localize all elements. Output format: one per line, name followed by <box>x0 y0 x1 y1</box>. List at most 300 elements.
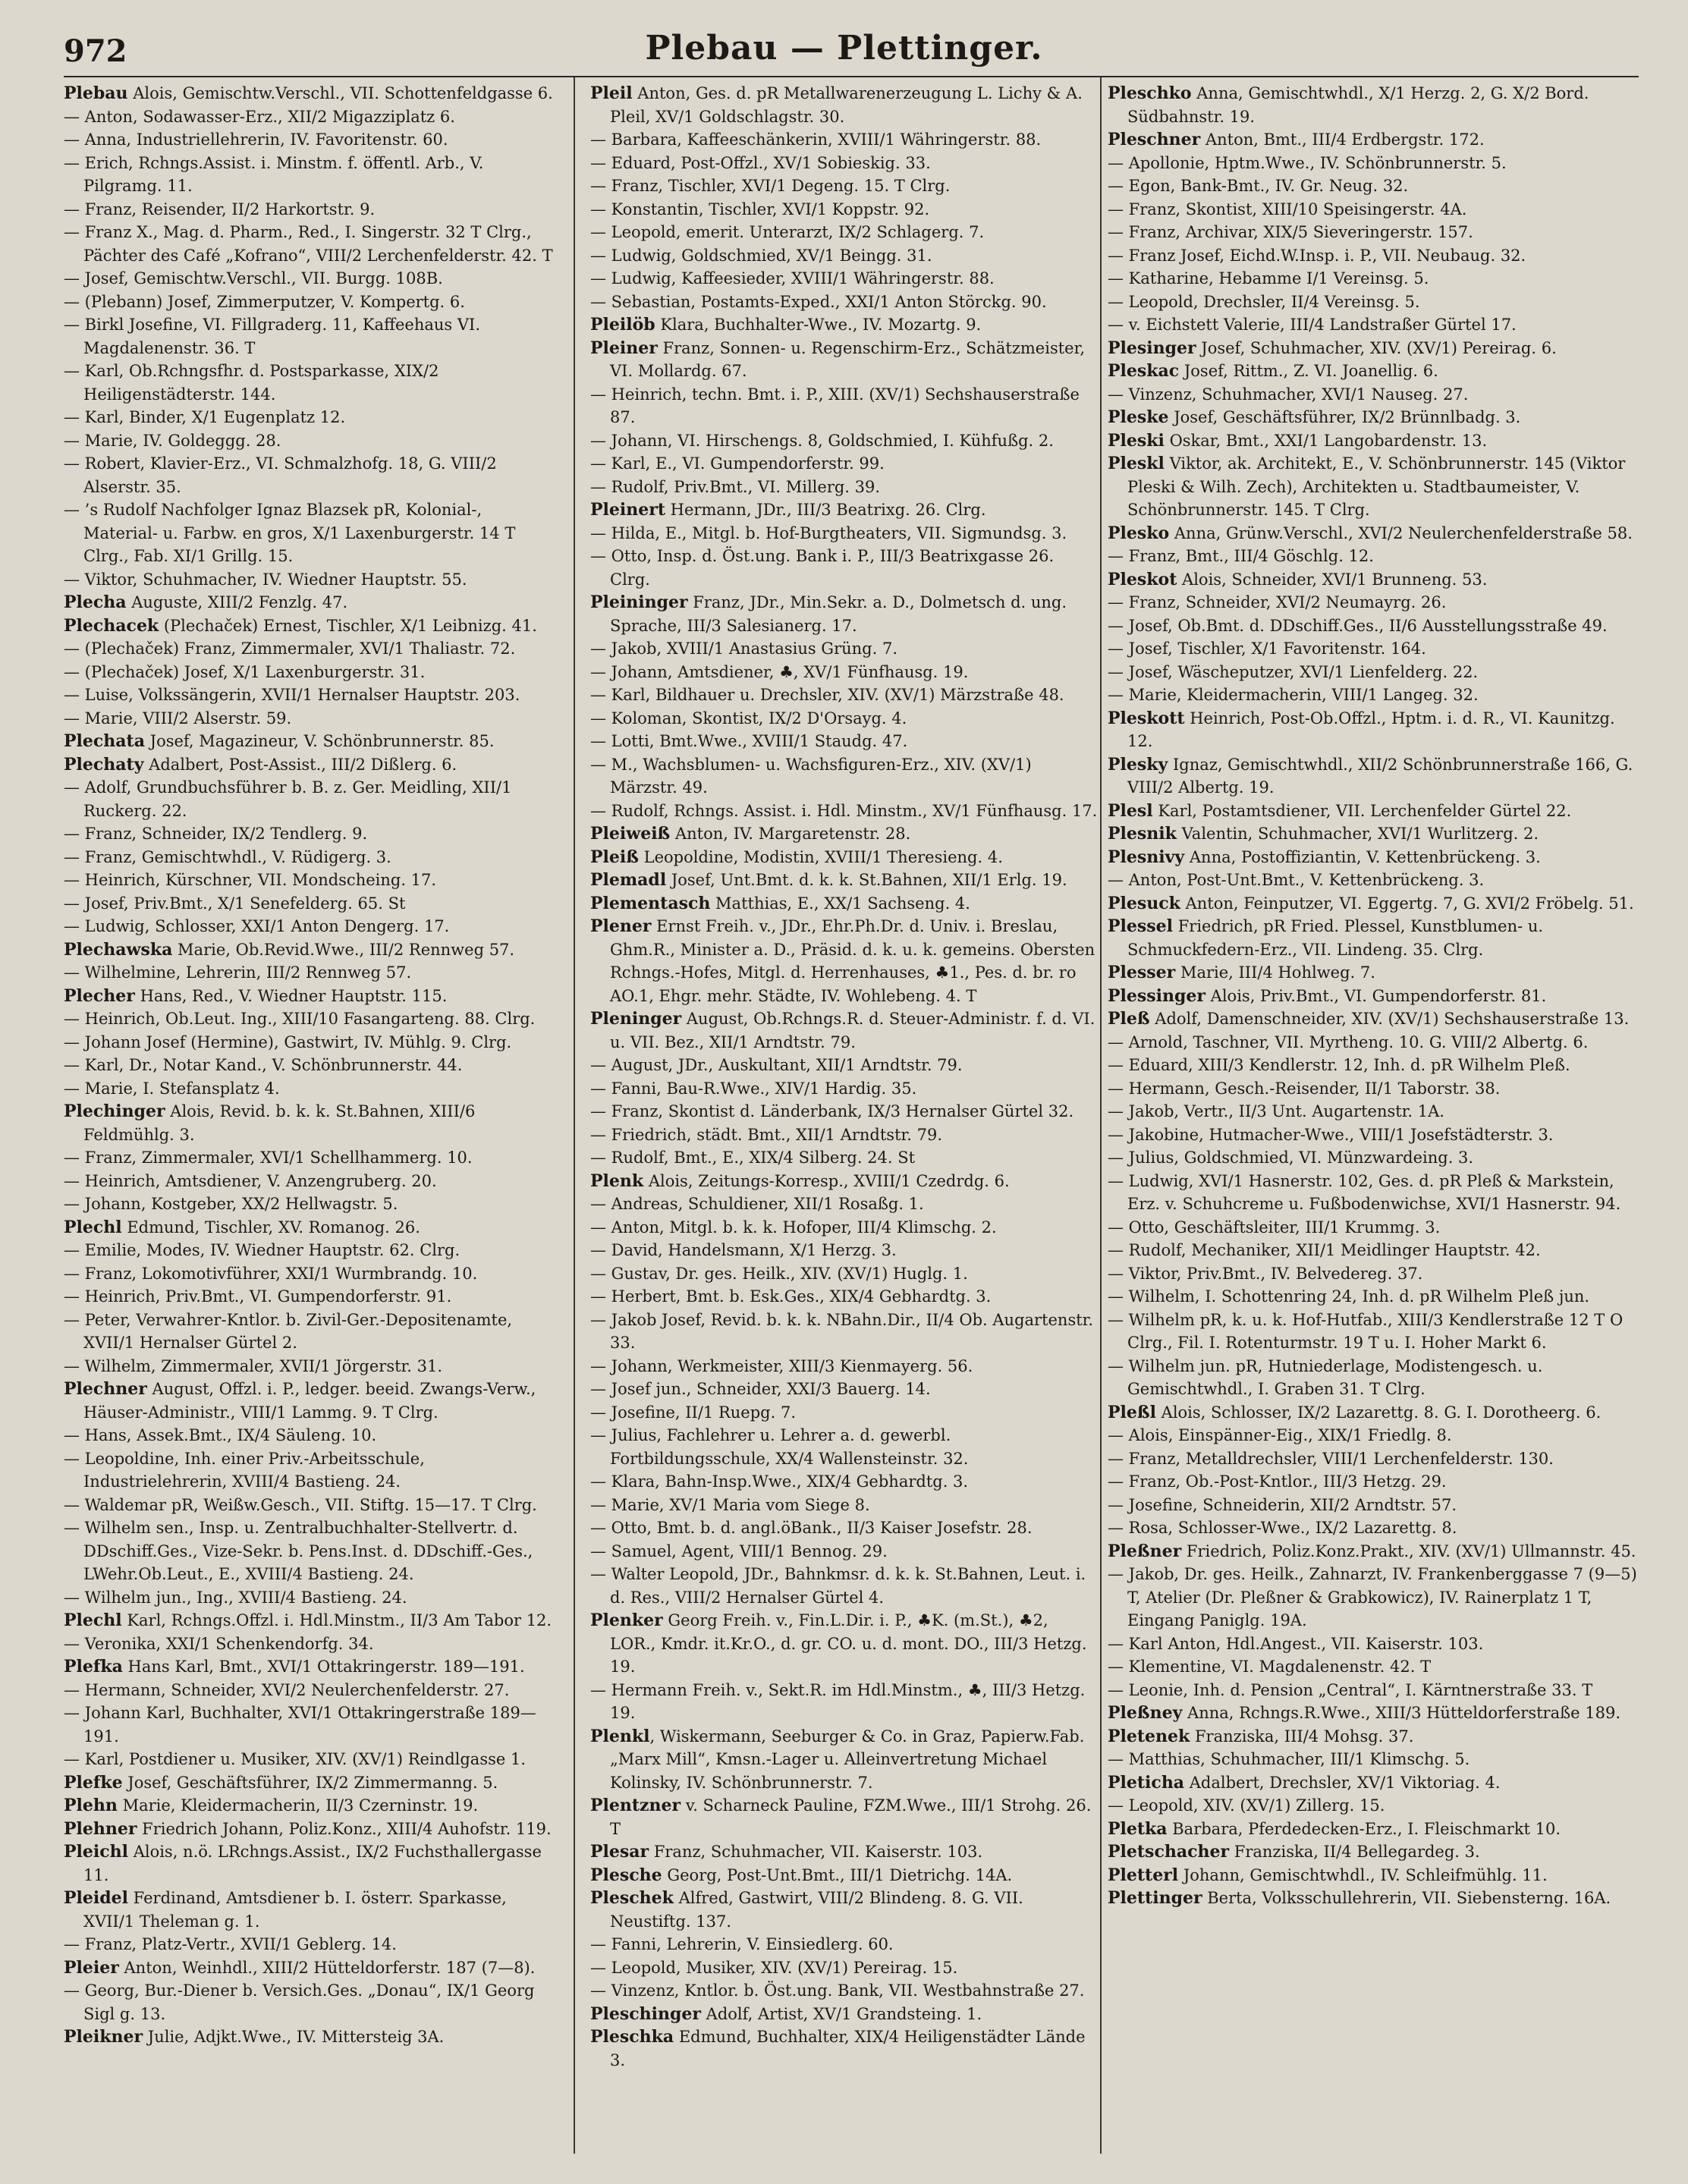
entry-text: — Barbara, Kaffeeschänkerin, XVIII/1 Währingerstr. 88. <box>590 130 1042 149</box>
entry-text: — Rosa, Schlosser-Wwe., IX/2 Lazarettg. 8. <box>1108 1519 1457 1537</box>
directory-entry <box>64 614 557 638</box>
entry-surname: Pleschko <box>1108 83 1192 103</box>
entry-text: — Karl, Postdiener u. Musiker, XIV. (XV/1) Reindlgasse 1. <box>64 1750 527 1768</box>
entry-surname: Pleil <box>590 83 633 103</box>
entry-text: — Leopold, Drechsler, II/4 Vereinsg. 5. <box>1108 292 1420 311</box>
entry-text: — (Plechaček) Josef, X/1 Laxenburgerstr. 31. <box>64 662 426 681</box>
entry-text: , Wiskermann, Seeburger & Co. in Graz, Papierw.Fab. „Marx Mill“, Kmsn.-Lager u. Alleinvertretung Michael Kolinsky, IV. Schönbrunnerstr. 7. <box>610 1727 1085 1792</box>
entry-text: — Franz, Gemischtwhdl., V. Rüdigerg. 3. <box>64 847 391 866</box>
directory-entry <box>64 105 557 129</box>
directory-entry <box>1108 753 1639 800</box>
directory-entry <box>1108 1679 1639 1702</box>
entry-surname: Pleski <box>1108 430 1165 451</box>
directory-entry <box>590 1170 1099 1193</box>
directory-entry <box>590 244 1099 268</box>
entry-surname: Plechawska <box>64 939 173 960</box>
directory-entry <box>64 1262 557 1286</box>
directory-entry <box>1108 637 1639 661</box>
directory-entry <box>1108 1887 1639 1910</box>
entry-surname: Pleiner <box>590 338 658 358</box>
entry-text: Ernst Freih. v., JDr., Ehr.Ph.Dr. d. Univ. i. Breslau, Ghm.R., Minister a. D., Präsid. d. k. u. k. gemeins. Obersten Rchngs.-Hofes, Mitgl. d. Herrenhauses, ♣1., Pes. d. br. ro AO.1, Ehgr. mehr. Städte, IV. Wohlebeng. 4. T <box>610 917 1095 1005</box>
entry-text: — Karl, Dr., Notar Kand., V. Schönbrunnerstr. 44. <box>64 1056 463 1074</box>
directory-entry <box>1108 1146 1639 1170</box>
directory-entry <box>64 82 557 105</box>
entry-surname: Pleskl <box>1108 454 1165 473</box>
directory-entry <box>1108 1077 1639 1101</box>
entry-text: — Klementine, VI. Magdalenenstr. 42. T <box>1108 1658 1432 1676</box>
entry-surname: Plefka <box>64 1657 123 1676</box>
directory-entry <box>64 1054 557 1077</box>
directory-entry <box>590 800 1099 823</box>
entry-text: — Andreas, Schuldiener, XII/1 Rosaßg. 1. <box>590 1195 924 1213</box>
entry-text: — Leopold, XIV. (XV/1) Zillerg. 15. <box>1108 1796 1385 1815</box>
directory-entry <box>1108 267 1639 291</box>
directory-entry <box>64 1679 557 1702</box>
entry-text: Friedrich, pR Fried. Plessel, Kunstblumen- u. Schmuckfedern-Erz., VII. Lindeng. 35. Clrg. <box>1127 917 1544 959</box>
directory-entry <box>590 1285 1099 1309</box>
directory-entry <box>590 1239 1099 1262</box>
directory-entry <box>590 661 1099 684</box>
entry-text: Josef, Magazineur, V. Schönbrunnerstr. 85. <box>144 732 495 750</box>
entry-text: — Franz, Reisender, II/2 Harkortstr. 9. <box>64 200 376 218</box>
entry-text: Franz, Schuhmacher, VII. Kaiserstr. 103. <box>649 1843 983 1861</box>
entry-surname: Plemadl <box>590 870 667 890</box>
directory-entry <box>590 1100 1099 1123</box>
entry-text: Anna, Gemischtwhdl., X/1 Herzg. 2, G. X/2 Bord. Südbahnstr. 19. <box>1127 84 1589 126</box>
directory-entry <box>1108 1100 1639 1123</box>
directory-entry <box>590 591 1099 637</box>
directory-entry <box>64 637 557 661</box>
entry-text: Anton, Feinputzer, VI. Eggertg. 7, G. XVI/2 Fröbelg. 51. <box>1180 894 1634 913</box>
directory-entry <box>1108 1494 1639 1517</box>
entry-text: Georg, Post-Unt.Bmt., III/1 Dietrichg. 14A. <box>662 1865 1013 1884</box>
directory-entry <box>1108 661 1639 684</box>
directory-entry <box>64 730 557 753</box>
directory-entry <box>64 822 557 846</box>
entry-text: — Hermann, Gesch.-Reisender, II/1 Taborstr. 38. <box>1108 1079 1501 1098</box>
entry-text: — August, JDr., Auskultant, XII/1 Arndtstr. 79. <box>590 1056 963 1074</box>
directory-entry <box>1108 1563 1639 1633</box>
directory-entry <box>64 221 557 267</box>
entry-text: Josef, Geschäftsführer, IX/2 Zimmermanng. 5. <box>122 1773 498 1792</box>
entry-text: — Ludwig, Kaffeesieder, XVIII/1 Währingerstr. 88. <box>590 269 995 288</box>
directory-entry <box>590 1494 1099 1517</box>
entry-text: Josef, Rittm., Z. VI. Joanellig. 6. <box>1179 362 1438 380</box>
entry-text: — Karl, Ob.Rchngsfhr. d. Postsparkasse, XIX/2 Heiligenstädterstr. 144. <box>64 362 439 404</box>
entry-text: — David, Handelsmann, X/1 Herzg. 3. <box>590 1241 897 1259</box>
entry-text: — Walter Leopold, JDr., Bahnkmsr. d. k. k. St.Bahnen, Leut. i. d. Res., VIII/2 Hernalser Gürtel 4. <box>590 1565 1086 1607</box>
entry-surname: Plettinger <box>1108 1888 1202 1908</box>
directory-entry <box>1108 1031 1639 1054</box>
entry-text: — Veronika, XXI/1 Schenkendorfg. 34. <box>64 1634 374 1653</box>
directory-entry <box>64 1378 557 1424</box>
entry-surname: Plenker <box>590 1611 663 1630</box>
entry-surname: Plechacek <box>64 615 159 636</box>
entry-surname: Plehner <box>64 1818 137 1839</box>
entry-text: Leopoldine, Modistin, XVIII/1 Theresieng. 4. <box>638 847 1003 866</box>
entry-text: — Otto, Bmt. b. d. angl.öBank., II/3 Kaiser Josefstr. 28. <box>590 1519 1033 1537</box>
entry-text: — Julius, Goldschmied, VI. Münzwardeing. 3. <box>1108 1149 1474 1167</box>
entry-text: — Franz, Skontist, XIII/10 Speisingerstr. 4A. <box>1108 200 1467 218</box>
directory-entry <box>1108 1470 1639 1494</box>
entry-text: — Franz, Archivar, XIX/5 Sieveringerstr. 157. <box>1108 223 1473 241</box>
entry-text: Josef, Geschäftsführer, IX/2 Brünnlbadg. 3. <box>1168 408 1521 426</box>
entry-text: Alois, Priv.Bmt., VI. Gumpendorferstr. 81. <box>1205 986 1547 1005</box>
directory-entry <box>64 406 557 429</box>
directory-entry <box>1108 313 1639 337</box>
entry-surname: Plesky <box>1108 754 1168 775</box>
entry-text: — Wilhelm jun. pR, Hutniederlage, Modistengesch. u. Gemischtwhdl., I. Graben 31. T Clrg. <box>1108 1356 1543 1398</box>
directory-entry <box>1108 244 1639 268</box>
directory-entry <box>590 1077 1099 1101</box>
directory-entry <box>1108 1401 1639 1425</box>
directory-entry <box>590 846 1099 869</box>
entry-text: Julie, Adjkt.Wwe., IV. Mittersteig 3A. <box>143 2028 445 2046</box>
entry-text: — Franz, Zimmermaler, XVI/1 Schellhammerg. 10. <box>64 1149 473 1167</box>
directory-entry <box>1108 337 1639 360</box>
directory-entry <box>1108 522 1639 545</box>
directory-entry <box>64 1424 557 1447</box>
directory-entry <box>64 1840 557 1887</box>
entry-surname: Pleidel <box>64 1888 128 1908</box>
entry-surname: Pleiweiß <box>590 824 671 844</box>
entry-text: Berta, Volksschullehrerin, VII. Siebensterng. 16A. <box>1202 1889 1611 1907</box>
entry-surname: Plebau <box>64 83 128 103</box>
entry-text: — Johann, VI. Hirschengs. 8, Goldschmied, I. Kühfußg. 2. <box>590 431 1054 450</box>
entry-surname: Plechl <box>64 1217 122 1237</box>
directory-entry <box>590 291 1099 314</box>
entry-text: — Emilie, Modes, IV. Wiedner Hauptstr. 62. Clrg. <box>64 1241 461 1259</box>
entry-surname: Plechinger <box>64 1101 165 1121</box>
entry-text: — Heinrich, Priv.Bmt., VI. Gumpendorferstr. 91. <box>64 1287 452 1306</box>
directory-entry <box>64 869 557 892</box>
entry-text: — Lotti, Bmt.Wwe., XVIII/1 Staudg. 47. <box>590 732 908 750</box>
entry-text: — Rudolf, Rchngs. Assist. i. Hdl. Minstm., XV/1 Fünfhausg. 17. <box>590 801 1098 820</box>
entry-surname: Pleskac <box>1108 361 1180 381</box>
entry-text: — Otto, Insp. d. Öst.ung. Bank i. P., III/3 Beatrixgasse 26. Clrg. <box>590 547 1055 589</box>
entry-text: Karl, Rchngs.Offzl. i. Hdl.Minstm., II/3 Am Tabor 12. <box>121 1611 552 1629</box>
directory-entry <box>1108 869 1639 892</box>
directory-entry <box>590 82 1099 128</box>
directory-entry <box>1108 1216 1639 1240</box>
entry-text: — Apollonie, Hptm.Wwe., IV. Schönbrunnerstr. 5. <box>1108 153 1507 172</box>
entry-text: — Peter, Verwahrer-Kntlor. b. Zivil-Ger.-Depositenamte, XVII/1 Hernalser Gürtel 2. <box>64 1310 513 1352</box>
entry-surname: Plenkl <box>590 1726 650 1746</box>
entry-text: Georg Freih. v., Fin.L.Dir. i. P., ♣K. (m.St.), ♣2, LOR., Kmdr. it.Kr.O., d. gr. CO. u. d. mont. DO., III/3 Hetzg. 19. <box>610 1611 1087 1676</box>
entry-text: — Eduard, Post-Offzl., XV/1 Sobieskig. 33. <box>590 153 931 172</box>
directory-entry <box>64 1285 557 1309</box>
directory-entry <box>1108 1655 1639 1679</box>
entry-surname: Pleßner <box>1108 1541 1182 1561</box>
directory-entry <box>64 1516 557 1586</box>
directory-entry <box>1108 591 1639 614</box>
entry-text: — Jakob Josef, Revid. b. k. k. NBahn.Dir., II/4 Ob. Augartenstr. 33. <box>590 1310 1094 1352</box>
directory-entry <box>590 1563 1099 1609</box>
entry-text: — Hans, Assek.Bmt., IX/4 Säuleng. 10. <box>64 1426 377 1444</box>
entry-text: — Josef, Tischler, X/1 Favoritenstr. 164. <box>1108 639 1426 658</box>
entry-text: Viktor, ak. Architekt, E., V. Schönbrunnerstr. 145 (Viktor Pleski & Wilh. Zech), Architekten u. Stadtbaumeister, V. Schönbrunnerstr. 145. T Clrg. <box>1127 454 1626 519</box>
entry-text: Valentin, Schuhmacher, XVI/1 Wurlitzerg. 2. <box>1176 825 1539 843</box>
entry-text: Klara, Buchhalter-Wwe., IV. Mozartg. 9. <box>655 316 982 334</box>
directory-entry <box>1108 1725 1639 1749</box>
entry-text: Alois, Zeitungs-Korresp., XVIII/1 Czedrdg. 6. <box>643 1171 1010 1190</box>
entry-text: — Hilda, E., Mitgl. b. Hof-Burgtheaters, VII. Sigmundsg. 3. <box>590 523 1067 542</box>
entry-surname: Pleschner <box>1108 130 1201 149</box>
entry-text: — Franz, Lokomotivführer, XXI/1 Wurmbrandg. 10. <box>64 1264 478 1283</box>
directory-entry <box>1108 1424 1639 1447</box>
entry-text: — Franz, Skontist d. Länderbank, IX/3 Hernalser Gürtel 32. <box>590 1102 1074 1120</box>
directory-entry <box>590 2025 1099 2072</box>
entry-surname: Plechner <box>64 1379 147 1399</box>
directory-entry <box>590 498 1099 522</box>
entry-text: Adalbert, Post-Assist., III/2 Dißlerg. 6. <box>143 755 457 774</box>
entry-text: — Karl, Bildhauer u. Drechsler, XIV. (XV/1) Märzstraße 48. <box>590 686 1064 704</box>
entry-text: — Heinrich, Amtsdiener, V. Anzengruberg. 20. <box>64 1171 437 1190</box>
entry-text: — Wilhelm, Zimmermaler, XVII/1 Jörgerstr. 31. <box>64 1356 443 1375</box>
entry-text: — Josef, Wäscheputzer, XVI/1 Lienfelderg. 22. <box>1108 662 1479 681</box>
directory-entry <box>1108 291 1639 314</box>
entry-surname: Plessinger <box>1108 985 1205 1006</box>
directory-entry <box>590 2003 1099 2026</box>
column-divider <box>574 77 575 2154</box>
directory-entry <box>64 985 557 1008</box>
entry-text: — Viktor, Priv.Bmt., IV. Belvedereg. 37. <box>1108 1264 1423 1283</box>
entry-surname: Pleninger <box>590 1009 682 1029</box>
entry-text: Anton, Weinhdl., XIII/2 Hütteldorferstr. 187 (7—8). <box>118 1958 536 1977</box>
entry-text: — Johann, Werkmeister, XIII/3 Kienmayerg. 56. <box>590 1356 973 1375</box>
column-2 <box>590 82 1099 2154</box>
directory-entry <box>590 1123 1099 1147</box>
directory-entry <box>1108 683 1639 707</box>
directory-entry <box>64 1170 557 1193</box>
directory-entry <box>64 683 557 707</box>
entry-text: — Franz, Tischler, XVI/1 Degeng. 15. T Clrg. <box>590 177 951 195</box>
entry-text: — Anton, Post-Unt.Bmt., V. Kettenbrückeng. 3. <box>1108 871 1485 889</box>
directory-entry <box>1108 892 1639 916</box>
entry-surname: Plechaty <box>64 754 144 775</box>
entry-text: Adolf, Artist, XV/1 Grandsteing. 1. <box>701 2004 982 2023</box>
entry-text: Karl, Postamtsdiener, VII. Lerchenfelder Gürtel 22. <box>1152 801 1572 820</box>
entry-text: — (Plebann) Josef, Zimmerputzer, V. Kompertg. 6. <box>64 292 465 311</box>
entry-text: — Hermann, Schneider, XVI/2 Neulerchenfelderstr. 27. <box>64 1680 510 1699</box>
entry-text: — Leonie, Inh. d. Pension „Central“, I. Kärntnerstraße 33. T <box>1108 1680 1593 1699</box>
directory-entry <box>64 892 557 916</box>
entry-surname: Pletka <box>1108 1818 1168 1839</box>
entry-text: — Johann, Amtsdiener, ♣, XV/1 Fünfhausg. 19. <box>590 662 969 681</box>
directory-entry <box>64 498 557 568</box>
entry-text: Josef, Unt.Bmt. d. k. k. St.Bahnen, XII/1 Erlg. 19. <box>666 871 1067 889</box>
directory-entry <box>1108 1748 1639 1771</box>
entry-text: — Viktor, Schuhmacher, IV. Wiedner Hauptstr. 55. <box>64 570 467 589</box>
entry-text: (Plechaček) Ernest, Tischler, X/1 Leibnizg. 41. <box>159 616 537 635</box>
directory-entry <box>64 267 557 291</box>
header-rule <box>64 76 1639 77</box>
directory-entry <box>590 1309 1099 1355</box>
directory-entry <box>590 1679 1099 1725</box>
entry-text: — Marie, XV/1 Maria vom Siege 8. <box>590 1495 870 1514</box>
entry-surname: Pleskot <box>1108 569 1177 589</box>
entry-text: — Vinzenz, Schuhmacher, XVI/1 Nauseg. 27. <box>1108 385 1469 404</box>
directory-entry <box>64 1216 557 1240</box>
entry-surname: Plementasch <box>590 893 711 913</box>
entry-text: Franz, Sonnen- u. Regenschirm-Erz., Schätzmeister, VI. Mollardg. 67. <box>610 338 1085 380</box>
directory-entry <box>590 753 1099 800</box>
directory-entry <box>64 1956 557 1980</box>
entry-text: — Josefine, Schneiderin, XII/2 Arndtstr. 57. <box>1108 1495 1457 1514</box>
entry-surname: Plechata <box>64 731 145 751</box>
directory-entry <box>1108 1702 1639 1725</box>
entry-text: Hermann, JDr., III/3 Beatrixg. 26. Clrg. <box>665 501 986 519</box>
entry-text: — (Plechaček) Franz, Zimmermaler, XVI/1 Thaliastr. 72. <box>64 639 516 658</box>
directory-entry <box>64 1818 557 1841</box>
entry-text: — Ludwig, XVI/1 Hasnerstr. 102, Ges. d. pR Pleß & Markstein, Erz. v. Schuhcreme u. Fußbodenwichse, XVI/1 Hasnerstr. 94. <box>1108 1171 1621 1213</box>
directory-entry <box>64 1748 557 1771</box>
entry-text: — Koloman, Skontist, IX/2 D'Orsayg. 4. <box>590 709 907 727</box>
entry-text: — Eduard, XIII/3 Kendlerstr. 12, Inh. d. pR Wilhelm Pleß. <box>1108 1056 1570 1074</box>
directory-entry <box>1108 1309 1639 1355</box>
directory-entry <box>64 1193 557 1216</box>
entry-text: Hans Karl, Bmt., XVI/1 Ottakringerstr. 189—191. <box>122 1658 525 1676</box>
entry-text: — Franz Josef, Eichd.W.Insp. i. P., VII. Neubaug. 32. <box>1108 246 1526 265</box>
directory-entry <box>590 892 1099 916</box>
entry-surname: Pleßl <box>1108 1402 1156 1422</box>
directory-entry <box>64 1077 557 1101</box>
directory-entry <box>64 2025 557 2049</box>
directory-entry <box>1108 1262 1639 1286</box>
entry-surname: Plecher <box>64 985 135 1006</box>
entry-text: — Josef jun., Schneider, XXI/3 Bauerg. 14. <box>590 1380 931 1398</box>
entry-text: — Wilhelm, I. Schottenring 24, Inh. d. pR Wilhelm Pleß jun. <box>1108 1287 1590 1306</box>
entry-text: — Franz, Schneider, XVI/2 Neumayrg. 26. <box>1108 593 1447 611</box>
directory-entry <box>590 337 1099 383</box>
entry-text: — Wilhelm jun., Ing., XVIII/4 Bastieng. 24. <box>64 1588 407 1607</box>
entry-surname: Plesar <box>590 1842 649 1862</box>
directory-entry <box>64 961 557 985</box>
entry-text: Auguste, XIII/2 Fenzlg. 47. <box>126 593 348 611</box>
entry-text: — Konstantin, Tischler, XVI/1 Koppstr. 92. <box>590 200 930 218</box>
directory-entry <box>1108 985 1639 1008</box>
directory-entry <box>64 1702 557 1748</box>
entry-text: Anna, Postoffiziantin, V. Kettenbrückeng. 3. <box>1184 847 1541 866</box>
entry-text: — Franz, Platz-Vertr., XVII/1 Geblerg. 14. <box>64 1935 397 1953</box>
entry-text: Anton, Bmt., III/4 Erdbergstr. 172. <box>1200 130 1485 149</box>
entry-surname: Pletschacher <box>1108 1842 1230 1862</box>
directory-entry <box>1108 1285 1639 1309</box>
entry-text: Oskar, Bmt., XXI/1 Langobardenstr. 13. <box>1164 431 1488 450</box>
directory-entry <box>1108 961 1639 985</box>
entry-text: — Julius, Fachlehrer u. Lehrer a. d. gewerbl. Fortbildungsschule, XX/4 Wallensteinstr. 32. <box>590 1426 969 1468</box>
entry-text: — Fanni, Lehrerin, V. Einsiedlerg. 60. <box>590 1935 894 1953</box>
entry-text: Anna, Grünw.Verschl., XVI/2 Neulerchenfelderstraße 58. <box>1169 523 1633 542</box>
directory-entry <box>64 1979 557 2025</box>
entry-surname: Plesche <box>590 1865 662 1885</box>
entry-surname: Plesuck <box>1108 893 1180 913</box>
directory-entry <box>590 1355 1099 1378</box>
directory-entry <box>1108 1818 1639 1841</box>
directory-entry <box>1108 82 1639 128</box>
entry-text: Marie, III/4 Hohlweg. 7. <box>1175 963 1375 982</box>
directory-entry <box>64 776 557 822</box>
directory-entry <box>64 1494 557 1517</box>
entry-text: Anton, IV. Margaretenstr. 28. <box>670 825 911 843</box>
entry-text: — Marie, Kleidermacherin, VIII/1 Langeg. 32. <box>1108 686 1479 704</box>
entry-text: — Luise, Volkssängerin, XVII/1 Hernalser Hauptstr. 203. <box>64 686 520 704</box>
directory-entry <box>590 637 1099 661</box>
entry-text: Franziska, III/4 Mohsg. 37. <box>1190 1727 1414 1746</box>
entry-surname: Plentzner <box>590 1796 681 1815</box>
entry-text: — Adolf, Grundbuchsführer b. B. z. Ger. Meidling, XII/1 Ruckerg. 22. <box>64 778 512 820</box>
directory-entry <box>1108 1054 1639 1077</box>
directory-entry <box>1108 1540 1639 1563</box>
directory-entry <box>590 1609 1099 1679</box>
column-1 <box>64 82 557 2154</box>
directory-entry <box>1108 915 1639 961</box>
entry-text: — Alois, Einspänner-Eig., XIX/1 Friedlg. 8. <box>1108 1426 1452 1444</box>
entry-surname: Pleiß <box>590 847 639 867</box>
directory-entry <box>590 545 1099 591</box>
directory-entry <box>64 1655 557 1679</box>
directory-entry <box>64 1633 557 1656</box>
directory-entry <box>1108 429 1639 453</box>
entry-text: — Ludwig, Goldschmied, XV/1 Beingg. 31. <box>590 246 932 265</box>
directory-entry <box>1108 1633 1639 1656</box>
entry-text: — Rudolf, Mechaniker, XII/1 Meidlinger Hauptstr. 42. <box>1108 1241 1541 1259</box>
entry-text: — Wilhelm pR, k. u. k. Hof-Hutfab., XIII/3 Kendlerstraße 12 T O Clrg., Fil. I. Rotenturmstr. 19 T u. I. Hoher Markt 6. <box>1108 1310 1624 1352</box>
entry-text: — Klara, Bahn-Insp.Wwe., XIX/4 Gebhardtg. 3. <box>590 1472 969 1491</box>
entry-text: Franziska, II/4 Bellegardeg. 3. <box>1229 1843 1480 1861</box>
entry-text: August, Ob.Rchngs.R. d. Steuer-Administr. f. d. VI. u. VII. Bez., XII/1 Arndtstr. 79. <box>610 1010 1095 1051</box>
directory-entry <box>1108 1123 1639 1147</box>
entry-text: Hans, Red., V. Wiedner Hauptstr. 115. <box>134 986 448 1005</box>
directory-entry <box>590 1516 1099 1540</box>
entry-text: — Franz, Schneider, IX/2 Tendlerg. 9. <box>64 825 368 843</box>
directory-entry <box>1108 1840 1639 1864</box>
column-3 <box>1108 82 1639 2154</box>
directory-entry <box>590 198 1099 222</box>
directory-entry <box>1108 1864 1639 1887</box>
entry-text: Alfred, Gastwirt, VIII/2 Blindeng. 8. G. VII. Neustiftg. 137. <box>610 1889 1023 1931</box>
directory-entry <box>1108 1447 1639 1471</box>
entry-text: — Rudolf, Priv.Bmt., VI. Millerg. 39. <box>590 477 881 496</box>
entry-text: — Josef, Gemischtw.Verschl., VII. Burgg. 108B. <box>64 269 443 288</box>
entry-text: — Josefine, II/1 Ruepg. 7. <box>590 1403 796 1422</box>
directory-entry <box>590 822 1099 846</box>
entry-text: Anton, Ges. d. pR Metallwarenerzeugung L. Lichy & A. Pleil, XV/1 Goldschlagstr. 30. <box>610 84 1083 126</box>
directory-entry <box>1108 1794 1639 1818</box>
entry-text: Ferdinand, Amtsdiener b. I. österr. Sparkasse, XVII/1 Theleman g. 1. <box>83 1889 507 1931</box>
entry-text: — Erich, Rchngs.Assist. i. Minstm. f. öffentl. Arb., V. Pilgramg. 11. <box>64 153 484 195</box>
directory-entry <box>1108 822 1639 846</box>
directory-entry <box>64 429 557 453</box>
directory-entry <box>590 1540 1099 1563</box>
entry-surname: Plesl <box>1108 800 1153 821</box>
directory-entry <box>1108 568 1639 592</box>
entry-surname: Pletterl <box>1108 1865 1179 1885</box>
directory-entry <box>590 221 1099 244</box>
entry-text: v. Scharneck Pauline, FZM.Wwe., III/1 Strohg. 26. T <box>610 1796 1092 1838</box>
entry-text: Edmund, Tischler, XV. Romanog. 26. <box>121 1218 420 1237</box>
entry-surname: Pleske <box>1108 407 1169 427</box>
directory-entry <box>64 313 557 360</box>
entry-text: — Jakob, Dr. ges. Heilk., Zahnarzt, IV. Frankenberggasse 7 (9—5) T, Atelier (Dr. Pleßner & Grabkowicz), IV. Rainerplatz 1 T, Eingang Paniglg. 19A. <box>1108 1565 1637 1629</box>
entry-surname: Plesnivy <box>1108 847 1185 867</box>
directory-entry <box>64 1309 557 1355</box>
directory-entry <box>590 1262 1099 1286</box>
entry-text: — Anna, Industriellehrerin, IV. Favoritenstr. 60. <box>64 130 448 149</box>
entry-surname: Plesnik <box>1108 824 1177 844</box>
directory-entry <box>64 1007 557 1031</box>
entry-text: — Leopold, emerit. Unterarzt, IX/2 Schlagerg. 7. <box>590 223 985 241</box>
